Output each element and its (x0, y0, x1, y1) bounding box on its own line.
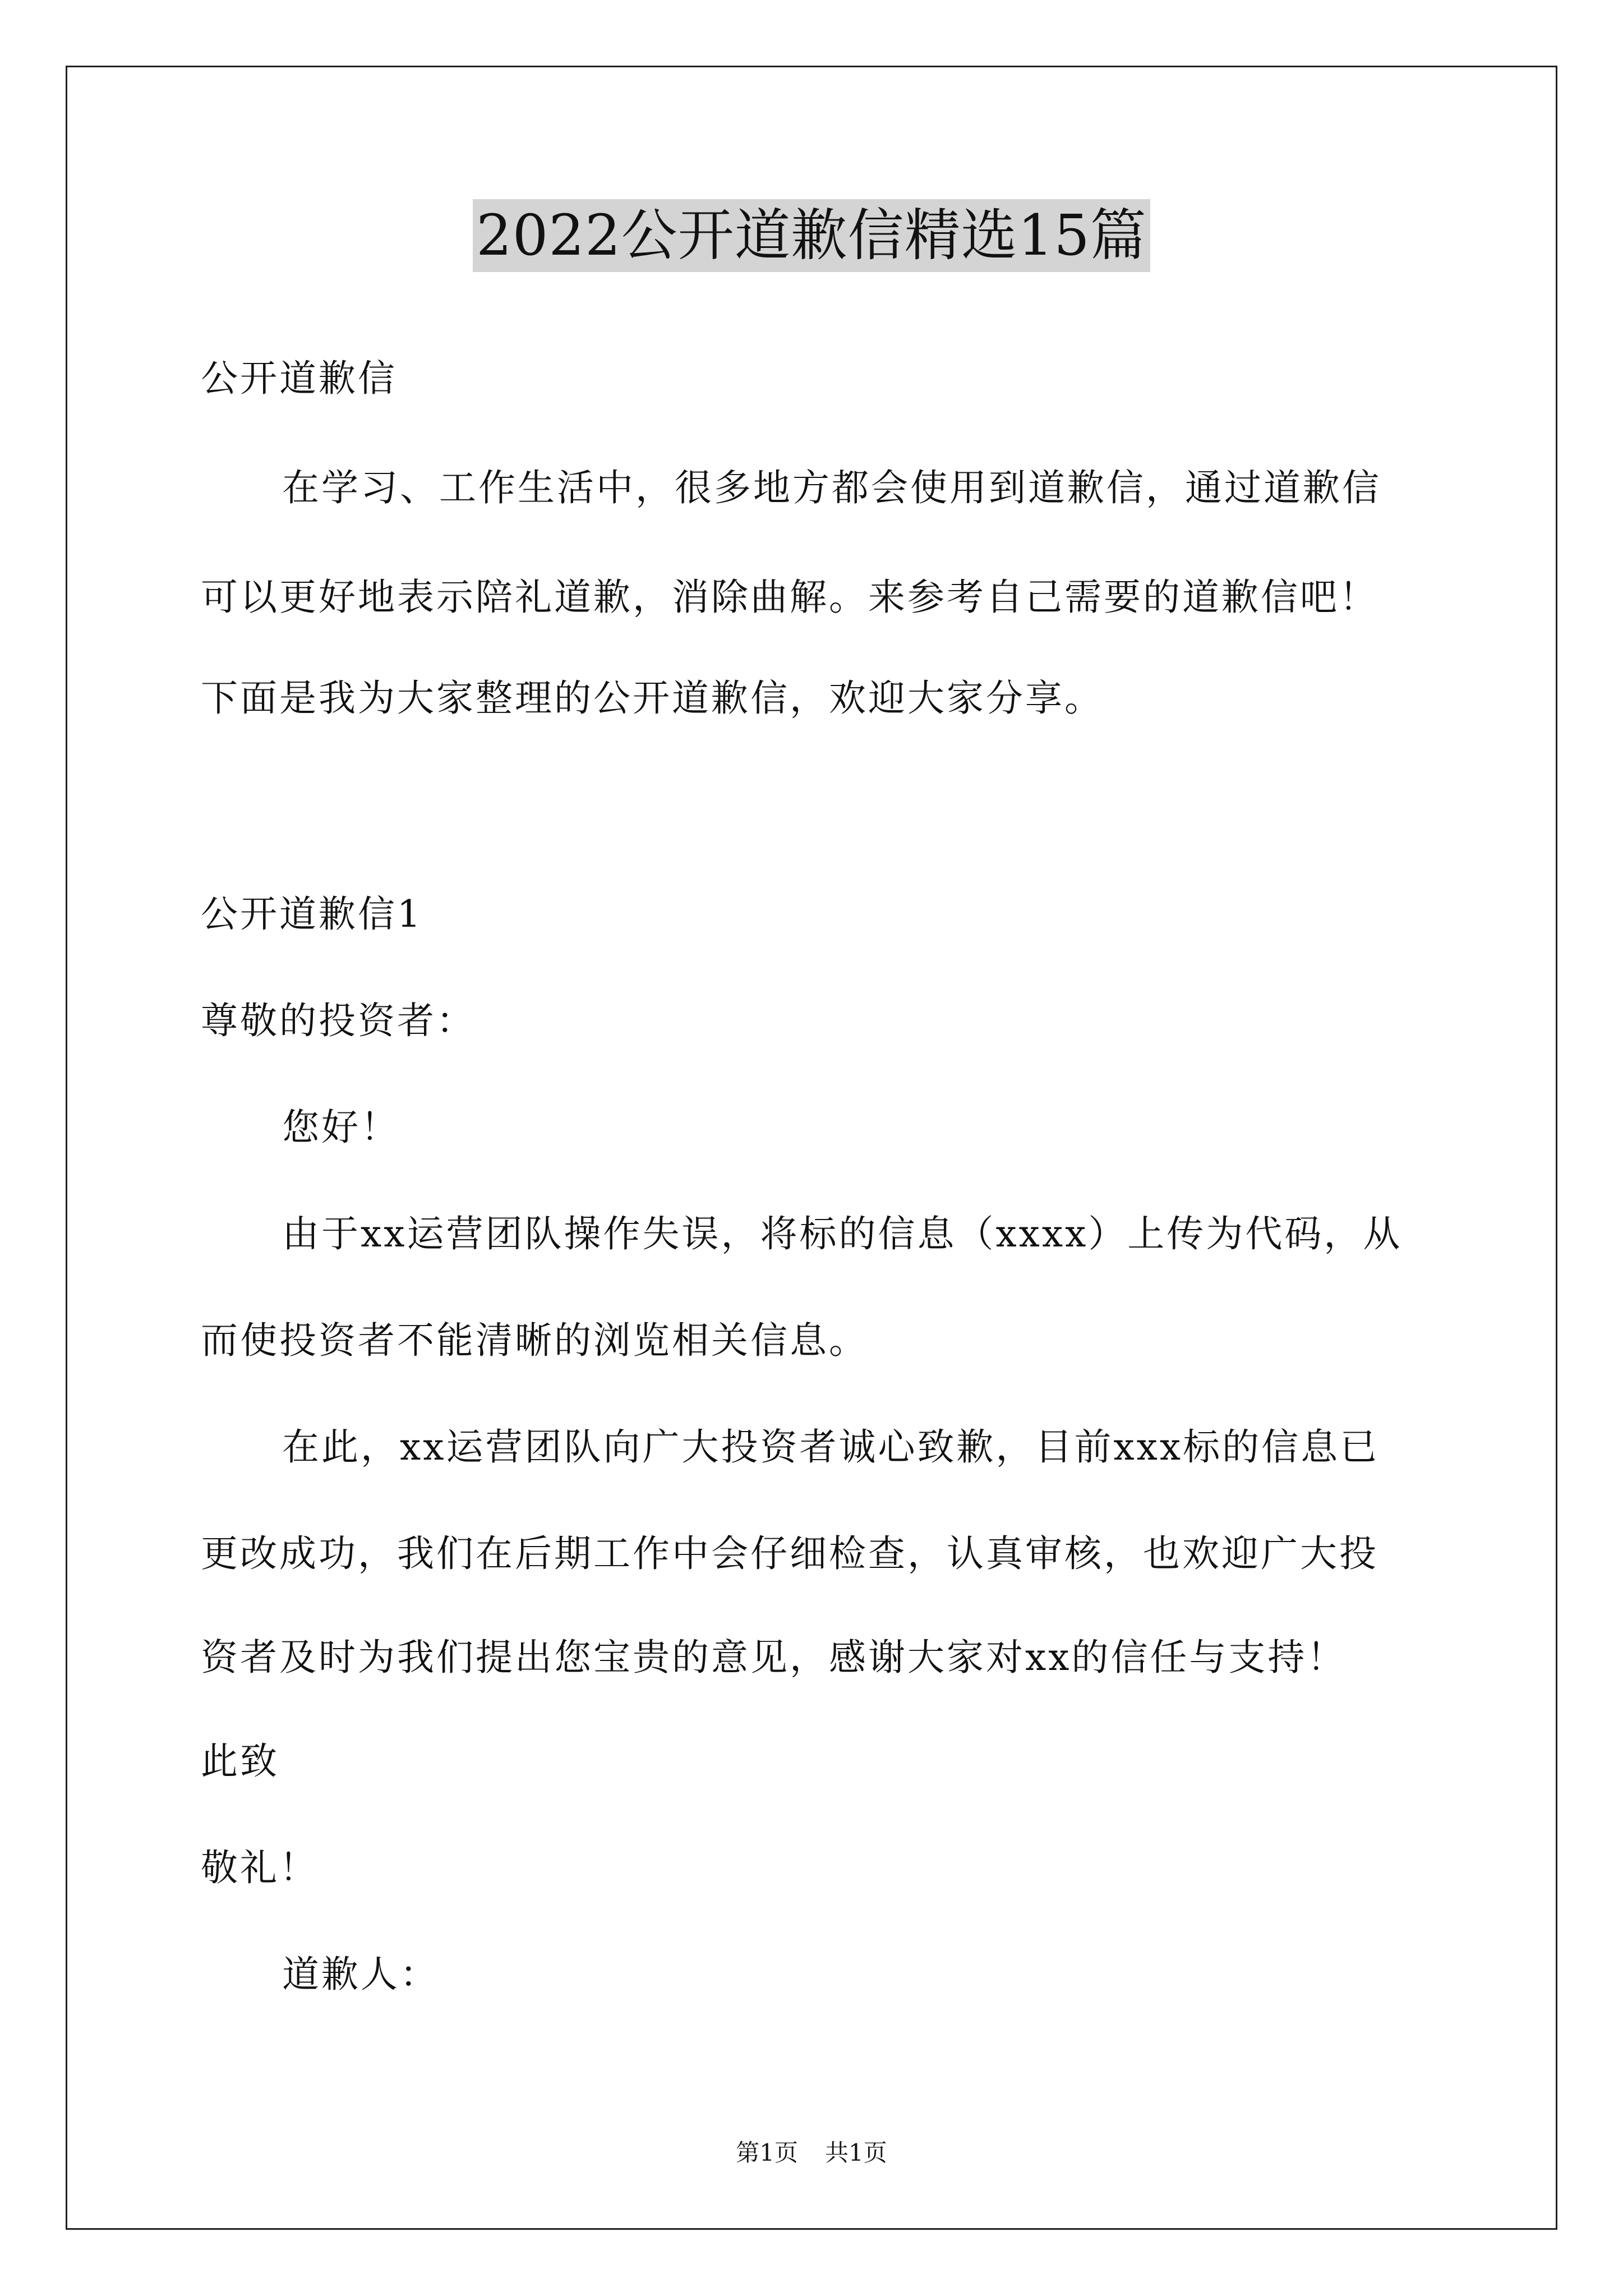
paragraph-line: 可以更好地表示陪礼道歉，消除曲解。来参考自己需要的道歉信吧！ (201, 576, 1378, 619)
page-number: 第1页 (736, 2139, 798, 2166)
paragraph-line: 在学习、工作生活中，很多地方都会使用到道歉信，通过道歉信 (282, 466, 1381, 509)
paragraph-line: 更改成功，我们在后期工作中会仔细检查，认真审核，也欢迎广大投 (201, 1532, 1378, 1575)
closing-line: 此致 (201, 1740, 279, 1783)
letter-heading: 公开道歉信1 (201, 892, 423, 936)
section-heading: 公开道歉信 (201, 357, 397, 400)
page-footer (0, 2136, 1623, 2170)
paragraph-line: 在此，xx运营团队向广大投资者诚心致歉，目前xxx标的信息已 (282, 1425, 1380, 1469)
greeting: 您好！ (282, 1106, 400, 1149)
document-title: 2022公开道歉信精选15篇 (473, 199, 1150, 272)
salutation: 尊敬的投资者： (201, 999, 476, 1042)
paragraph-line: 资者及时为我们提出您宝贵的意见，感谢大家对xx的信任与支持！ (201, 1636, 1347, 1679)
document-title-wrapper (0, 199, 1623, 272)
signature-label: 道歉人： (282, 1953, 439, 1996)
paragraph-line: 由于xx运营团队操作失误，将标的信息（xxxx）上传为代码，从 (282, 1212, 1403, 1255)
paragraph-line: 而使投资者不能清晰的浏览相关信息。 (201, 1319, 868, 1362)
page-total: 共1页 (825, 2139, 887, 2166)
paragraph-line: 下面是我为大家整理的公开道歉信，欢迎大家分享。 (201, 677, 1104, 720)
closing-regards: 敬礼！ (201, 1846, 319, 1889)
